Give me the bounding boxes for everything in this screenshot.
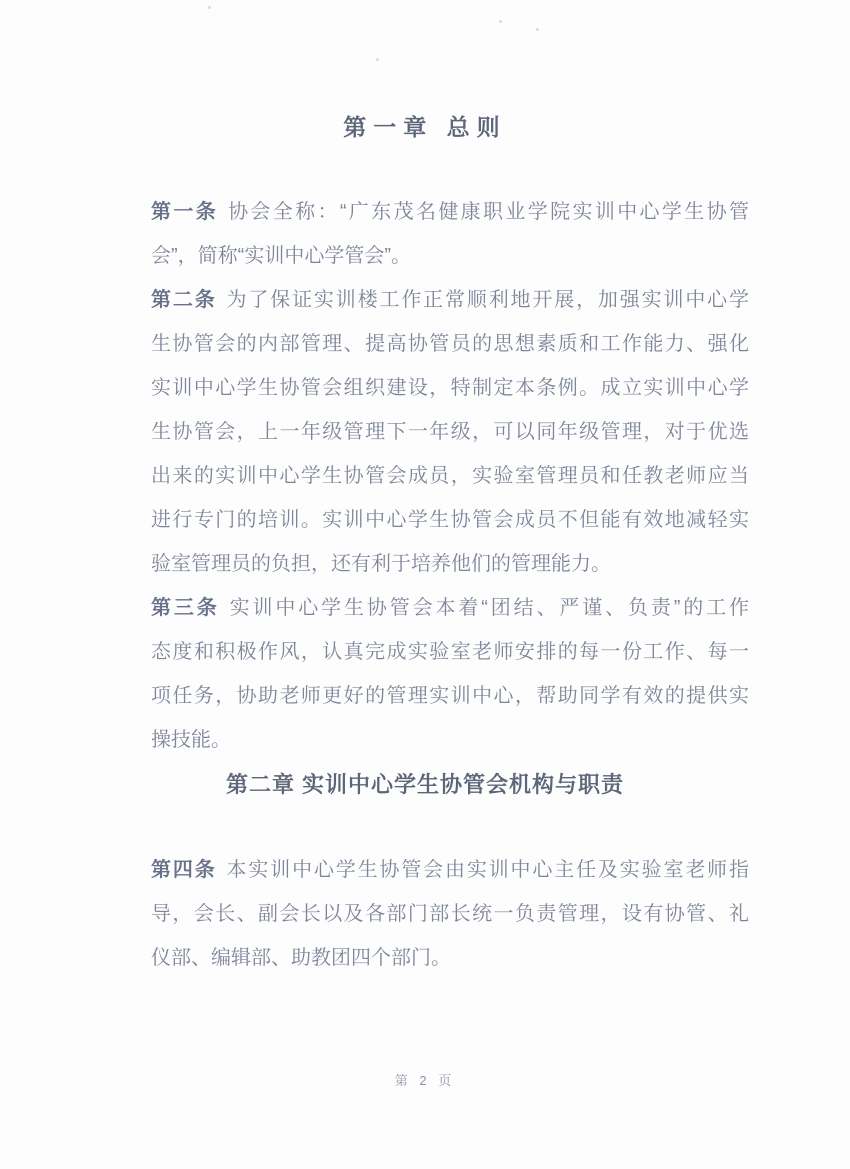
chapter-2-title: 第二章 实训中心学生协管会机构与职责 (225, 772, 625, 797)
text-line (151, 190, 749, 234)
text-line: 进行专门的培训。实训中心学生协管会成员不但能有效地减轻实 (151, 509, 749, 531)
text-line: 态度和积极作风，认真完成实验室老师安排的每一份工作、每一 (151, 641, 749, 663)
text-line: 生协管会，上一年级管理下一年级，可以同年级管理，对于优选 (151, 421, 749, 443)
article-4 (151, 848, 749, 980)
text-line: 仪部、编辑部、助教团四个部门。 (151, 947, 451, 969)
text-segment: 为了保证实训楼工作正常顺利地开展，加强实训中心学 (226, 289, 750, 311)
text-line: 验室管理员的负担，还有利于培养他们的管理能力。 (151, 553, 611, 575)
article-3 (151, 586, 749, 762)
text-line: 操技能。 (151, 729, 231, 751)
text-segment: 本实训中心学生协管会由实训中心主任及实验室老师指 (226, 859, 750, 881)
text-line (151, 278, 749, 322)
text-line: 项任务，协助老师更好的管理实训中心，帮助同学有效的提供实 (151, 685, 749, 707)
text-segment: 协会全称：“广东茂名健康职业学院实训中心学生协管 (228, 201, 749, 223)
scan-speck (536, 28, 539, 31)
text-line (151, 586, 749, 630)
article-3-label: 第三条 (151, 597, 220, 619)
page-number: 第 2 页 (394, 1073, 456, 1088)
text-line: 出来的实训中心学生协管会成员，实验室管理员和任教老师应当 (151, 465, 749, 487)
scan-speck (376, 58, 379, 61)
text-segment: 实训中心学生协管会本着“团结、严谨、负责”的工作 (229, 597, 750, 619)
scan-speck (208, 6, 211, 9)
scan-speck (499, 20, 502, 23)
text-line: 生协管会的内部管理、提高协管员的思想素质和工作能力、强化 (151, 333, 749, 355)
text-line (151, 848, 749, 892)
article-4-label: 第四条 (151, 859, 217, 881)
article-2 (151, 278, 749, 586)
text-line: 实训中心学生协管会组织建设，特制定本条例。成立实训中心学 (151, 377, 749, 399)
text-line: 会”，简称“实训中心学管会”。 (151, 245, 411, 267)
article-2-label: 第二条 (151, 289, 217, 311)
chapter-1-title: 第一章 总则 (343, 114, 507, 140)
text-line: 导，会长、副会长以及各部门部长统一负责管理，设有协管、礼 (151, 903, 749, 925)
article-1-label: 第一条 (151, 201, 219, 223)
article-1 (151, 190, 749, 278)
